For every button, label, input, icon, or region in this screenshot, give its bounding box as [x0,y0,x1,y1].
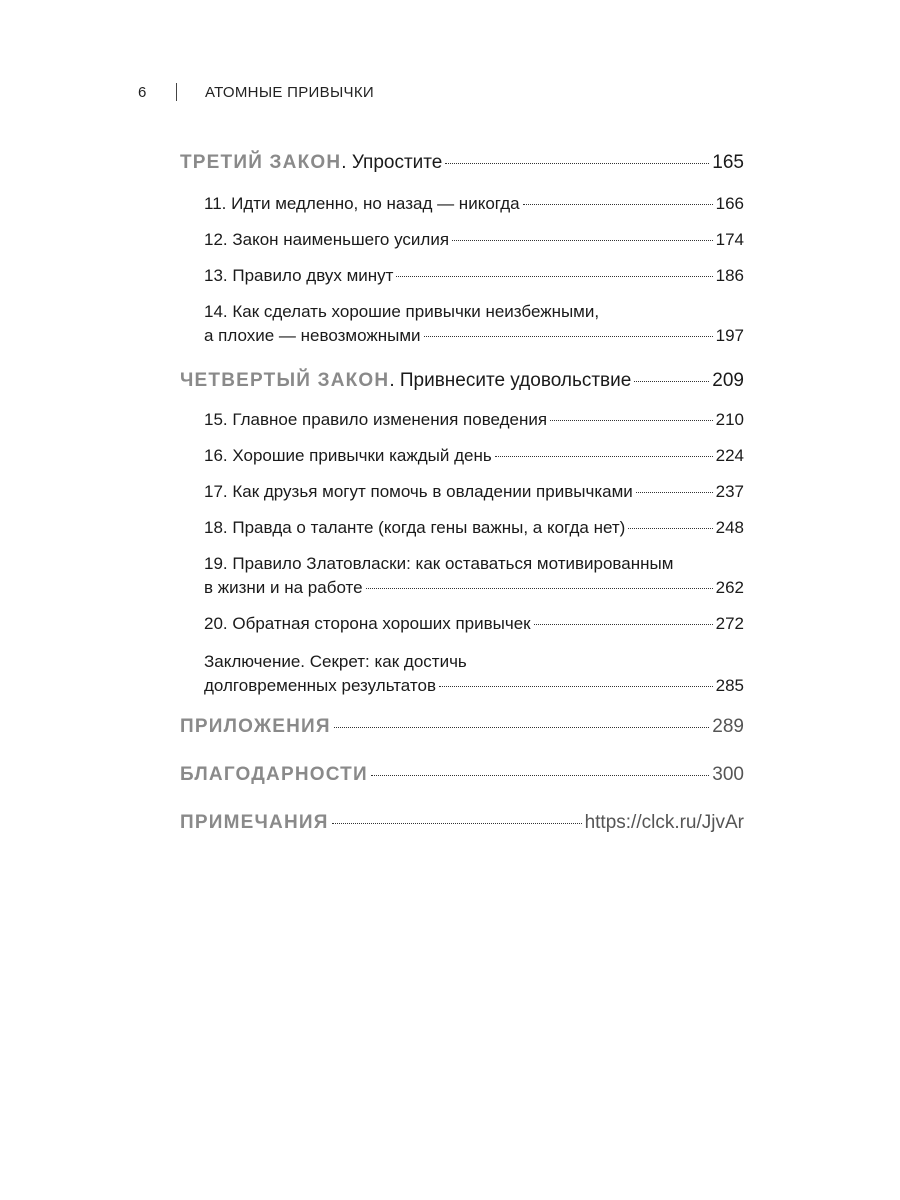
toc-entry-ch12[interactable] [204,230,744,250]
section-title-lead: ПРИМЕЧАНИЯ [180,812,329,833]
section-title-rest: . Упростите [341,152,443,173]
dot-leader [523,204,713,205]
page-ref: 300 [712,764,744,785]
toc-entry-ch15[interactable] [204,410,744,430]
page-ref: 285 [715,676,744,695]
toc-entry-thanks[interactable] [180,764,744,786]
toc-entry-ch16[interactable] [204,446,744,466]
chapter-title: 20. Обратная сторона хороших привычек [204,614,531,633]
section-title-lead: БЛАГОДАРНОСТИ [180,764,368,785]
chapter-title: 12. Закон наименьшего усилия [204,230,450,249]
dot-leader [371,775,709,776]
dot-leader [424,336,713,337]
chapter-title-line2: долговременных результатов [204,676,436,695]
chapter-title: 13. Правило двух минут [204,266,394,285]
chapter-title: 17. Как друзья могут помочь в овладении привычками [204,482,633,501]
page-ref: 186 [715,266,744,285]
toc-entry-law4[interactable] [180,370,744,392]
chapter-title: 11. Идти медленно, но назад — никогда [204,194,520,213]
dot-leader [636,492,713,493]
chapter-title: 18. Правда о таланте (когда гены важны, а когда нет) [204,518,626,537]
page-ref: 237 [715,482,744,501]
page-ref: 262 [715,578,744,597]
dot-leader [334,727,710,728]
page-ref: 224 [715,446,744,465]
toc-entry-ch20[interactable] [204,614,744,634]
dot-leader [628,528,712,529]
toc-entry-conclusion[interactable] [204,676,744,696]
chapter-title-line1[interactable]: 14. Как сделать хорошие привычки неизбежными, [204,302,600,321]
dot-leader [332,823,582,824]
chapter-title: 15. Главное правило изменения поведения [204,410,548,429]
page-ref: 272 [715,614,744,633]
page-ref: 209 [712,370,744,391]
chapter-title: 16. Хорошие привычки каждый день [204,446,492,465]
dot-leader [366,588,713,589]
dot-leader [634,381,709,382]
dot-leader [534,624,713,625]
section-title-lead: ТРЕТИЙ ЗАКОН [180,152,342,173]
toc-entry-ch11[interactable] [204,194,744,214]
section-title-lead: ЧЕТВЕРТЫЙ ЗАКОН [180,370,390,391]
page-ref: 197 [715,326,744,345]
toc-entry-ch19[interactable] [204,578,744,598]
chapter-title-line2: в жизни и на работе [204,578,363,597]
toc-entry-ch18[interactable] [204,518,744,538]
page-ref: 248 [715,518,744,537]
chapter-title-line2: а плохие — невозможными [204,326,421,345]
page-ref: 174 [715,230,744,249]
chapter-title-line1[interactable]: Заключение. Секрет: как достичь [204,652,467,671]
toc-entry-ch17[interactable] [204,482,744,502]
chapter-title-line1[interactable]: 19. Правило Златовласки: как оставаться мотивированным [204,554,674,573]
dot-leader [452,240,713,241]
toc-entry-ch13[interactable] [204,266,744,286]
dot-leader [396,276,712,277]
page-ref: 210 [715,410,744,429]
page-number: 6 [138,83,147,101]
page-ref: 166 [715,194,744,213]
page-ref: 165 [712,152,744,173]
dot-leader [439,686,713,687]
page-ref: 289 [712,716,744,737]
toc-entry-law3[interactable] [180,152,744,174]
book-title: АТОМНЫЕ ПРИВЫЧКИ [205,83,374,101]
toc-entry-ch14[interactable] [204,326,744,346]
toc-entry-notes[interactable] [180,812,744,834]
dot-leader [495,456,713,457]
dot-leader [550,420,713,421]
notes-link[interactable]: https://clck.ru/JjvAr [584,812,744,833]
dot-leader [445,163,709,164]
section-title-lead: ПРИЛОЖЕНИЯ [180,716,331,737]
section-title-rest: . Привнесите удовольствие [389,370,632,391]
toc-entry-appendix[interactable] [180,716,744,738]
